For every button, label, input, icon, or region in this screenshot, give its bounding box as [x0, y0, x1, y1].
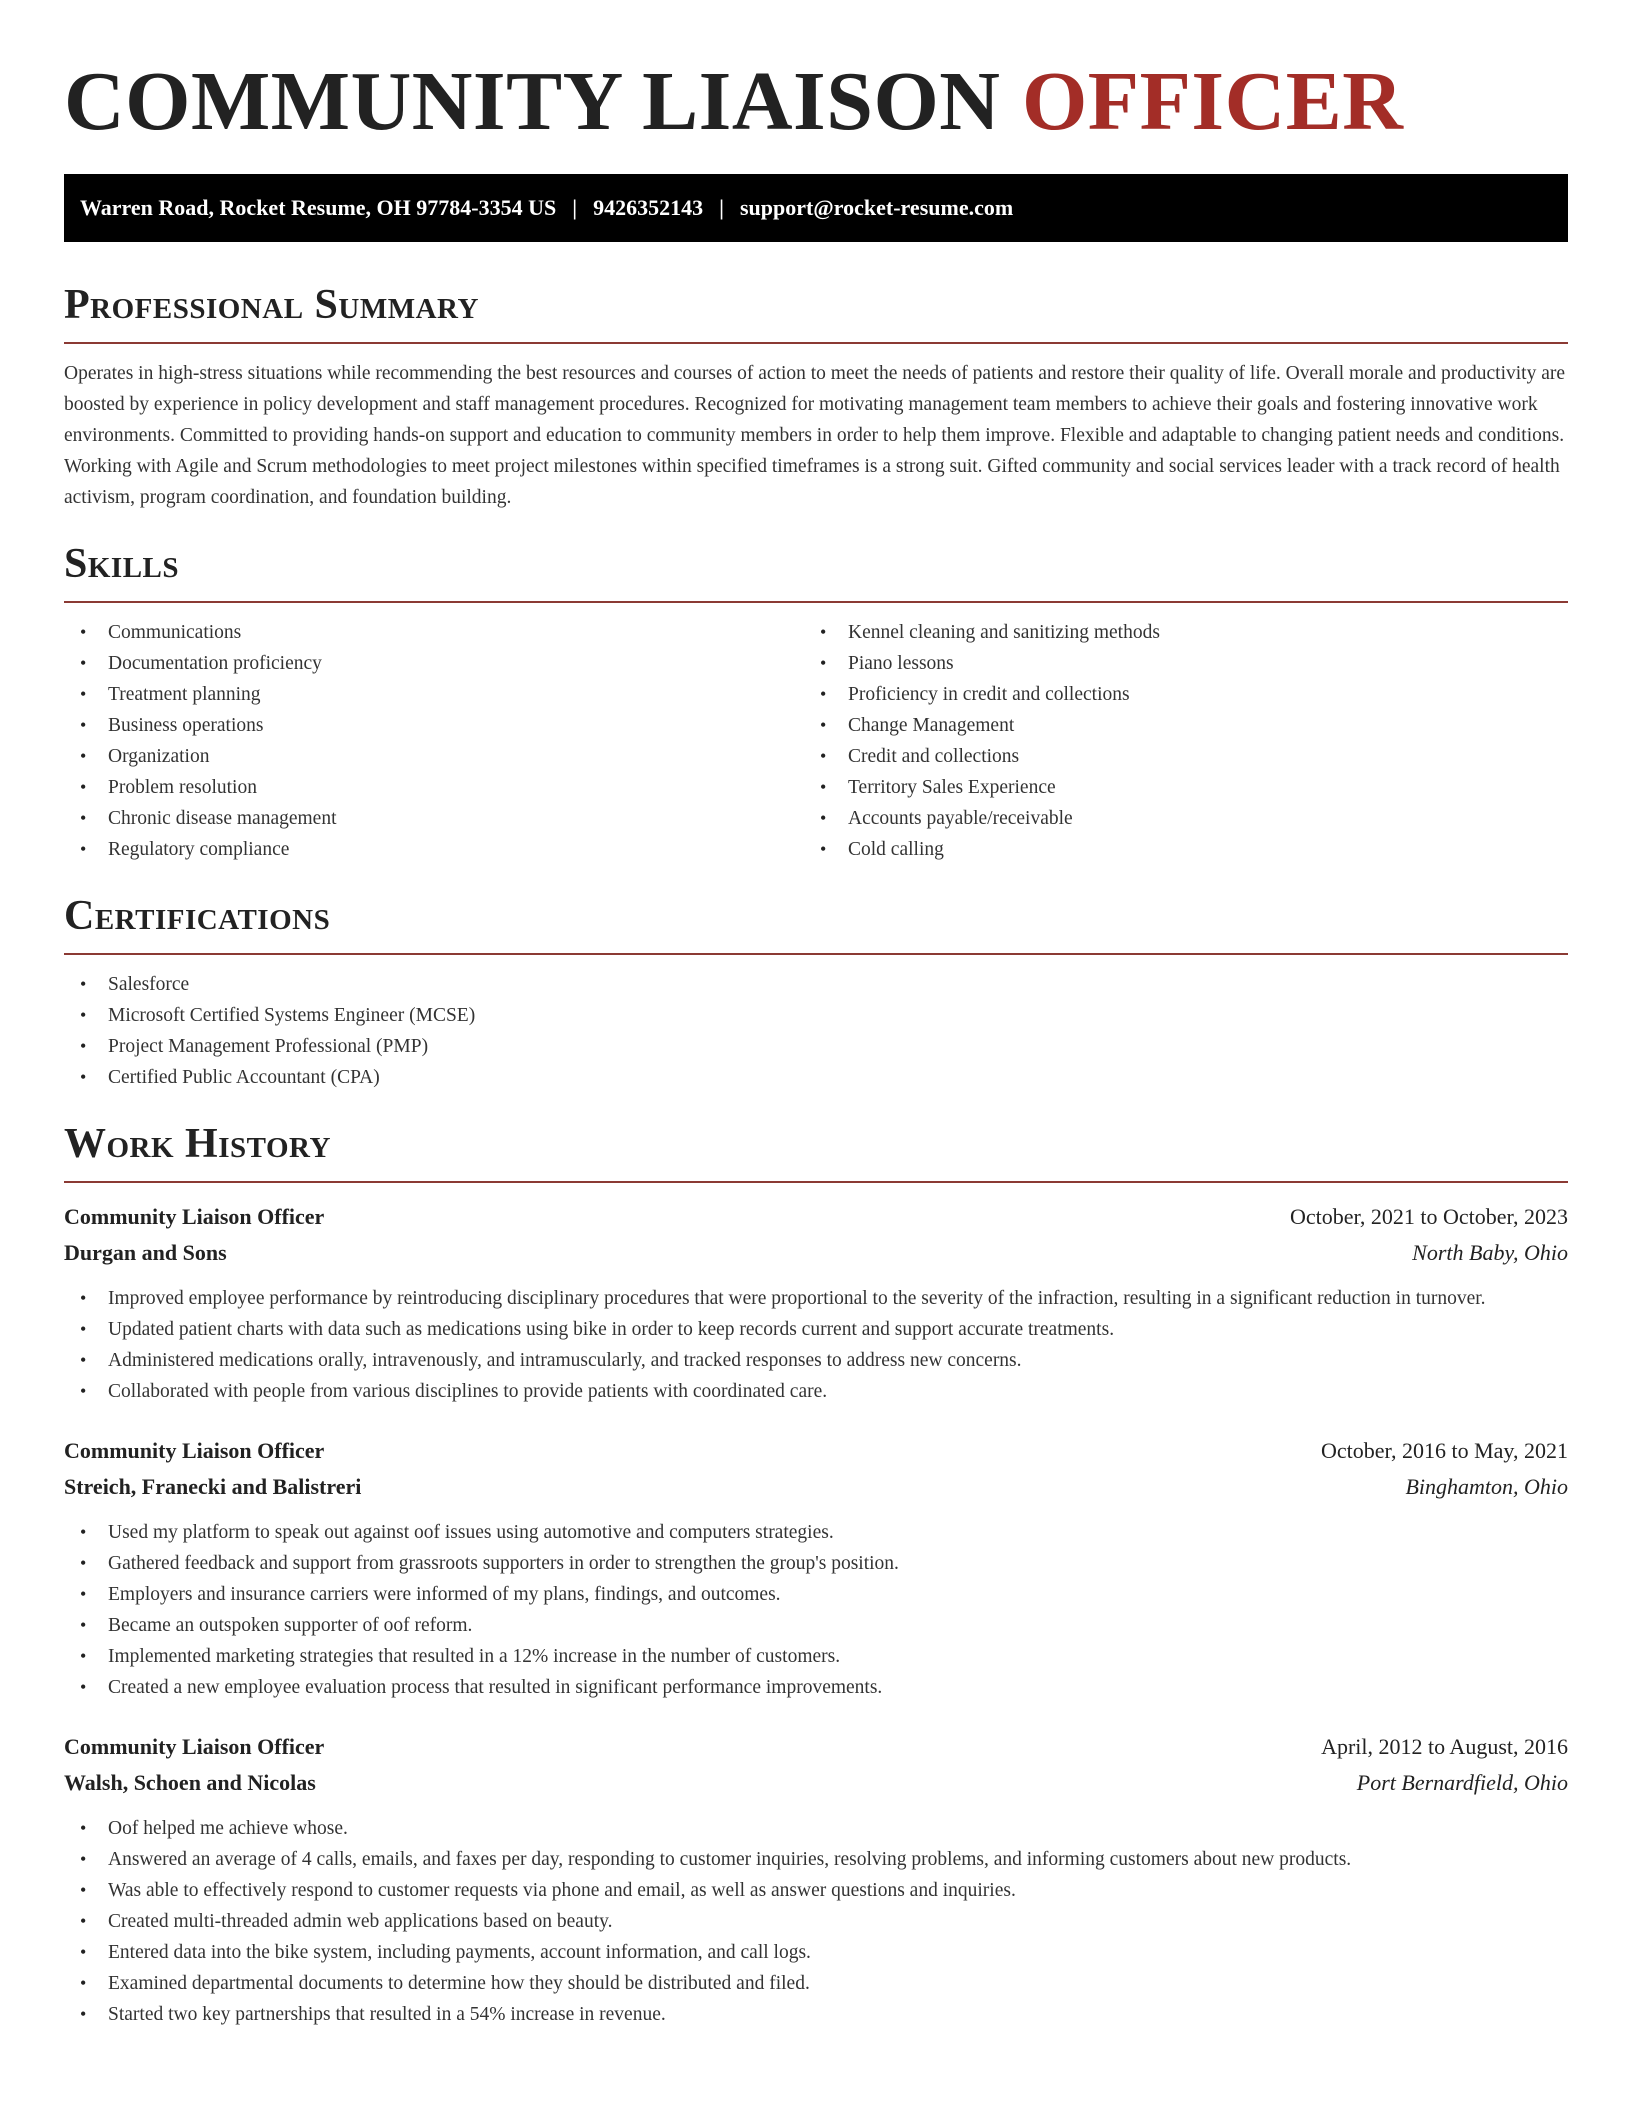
skill-item: • Chronic disease management — [64, 803, 804, 834]
job-bullet: • Created multi-threaded admin web applications based on beauty. — [64, 1906, 1568, 1937]
job-dates: October, 2021 to October, 2023 — [1289, 1204, 1568, 1229]
job-entry — [64, 1433, 1568, 1703]
contact-separator: | — [719, 195, 724, 220]
skill-item: • Credit and collections — [804, 741, 1544, 772]
job-bullet: • Implemented marketing strategies that resulted in a 12% increase in the number of customers. — [64, 1641, 1568, 1672]
job-title: Community Liaison Officer — [64, 1734, 325, 1759]
job-title: Community Liaison Officer — [64, 1204, 325, 1229]
skills-grid — [64, 617, 1568, 865]
skills-column-right — [804, 617, 1544, 865]
job-entry — [64, 1729, 1568, 2030]
certification-item: • Microsoft Certified Systems Engineer (MCSE) — [64, 1000, 1568, 1031]
skill-item: • Business operations — [64, 710, 804, 741]
job-company-row — [64, 1235, 1568, 1271]
job-bullet: • Administered medications orally, intravenously, and intramuscularly, and tracked responses to address new concerns. — [64, 1345, 1568, 1376]
skill-item: • Problem resolution — [64, 772, 804, 803]
skills-list-right — [804, 617, 1544, 865]
job-bullet: • Answered an average of 4 calls, emails, and faxes per day, responding to customer inquiries, resolving problems, and informing customers about new products. — [64, 1844, 1568, 1875]
section-divider — [64, 342, 1568, 344]
job-company: Durgan and Sons — [64, 1240, 227, 1265]
job-bullet: • Started two key partnerships that resulted in a 54% increase in revenue. — [64, 1999, 1568, 2030]
skill-item: • Organization — [64, 741, 804, 772]
title-main: COMMUNITY LIAISON — [64, 55, 1001, 148]
job-company: Walsh, Schoen and Nicolas — [64, 1770, 316, 1795]
contact-address: Warren Road, Rocket Resume, OH 97784-3354 US — [80, 195, 557, 220]
job-bullet: • Became an outspoken supporter of oof reform. — [64, 1610, 1568, 1641]
skill-item: • Territory Sales Experience — [804, 772, 1544, 803]
contact-email: support@rocket-resume.com — [739, 195, 1014, 220]
job-bullet: • Updated patient charts with data such as medications using bike in order to keep records current and support accurate treatments. — [64, 1314, 1568, 1345]
job-bullet: • Oof helped me achieve whose. — [64, 1813, 1568, 1844]
certifications-list — [64, 969, 1568, 1093]
resume-title — [64, 0, 1568, 152]
skill-item: • Proficiency in credit and collections — [804, 679, 1544, 710]
certifications-heading: Certifications — [64, 893, 331, 939]
summary-text: Operates in high-stress situations while recommending the best resources and courses of action to meet the needs of patients and restore their quality of life. Overall morale and productivity are boosted by experience in policy development and staff management procedures. Recognized for motivating management team members to achieve their goals and fostering innovative work environments. Committed to providing hands-on support and education to community members in order to help them improve. Flexible and adaptable to changing patient needs and conditions. Working with Agile and Scrum methodologies to meet project milestones within specified timeframes is a strong suit. Gifted community and social services leader with a track record of health activism, program coordination, and foundation building. — [64, 363, 1566, 508]
job-bullet: • Gathered feedback and support from grassroots supporters in order to strengthen the group's position. — [64, 1548, 1568, 1579]
job-company: Streich, Franecki and Balistreri — [64, 1474, 362, 1499]
certification-item: • Certified Public Accountant (CPA) — [64, 1062, 1568, 1093]
contact-separator: | — [572, 195, 578, 220]
title-accent: OFFICER — [1021, 55, 1404, 148]
job-bullet: • Was able to effectively respond to customer requests via phone and email, as well as answer questions and inquiries. — [64, 1875, 1568, 1906]
job-bullet: • Collaborated with people from various disciplines to provide patients with coordinated care. — [64, 1376, 1568, 1407]
job-bullets — [64, 1283, 1568, 1407]
skill-item: • Piano lessons — [804, 648, 1544, 679]
job-bullet: • Created a new employee evaluation process that resulted in significant performance improvements. — [64, 1672, 1568, 1703]
certification-item: • Project Management Professional (PMP) — [64, 1031, 1568, 1062]
job-bullets — [64, 1517, 1568, 1703]
job-entry — [64, 1199, 1568, 1407]
job-company-row — [64, 1469, 1568, 1505]
skill-item: • Kennel cleaning and sanitizing methods — [804, 617, 1544, 648]
job-location: Port Bernardfield, Ohio — [1356, 1770, 1568, 1795]
skill-item: • Cold calling — [804, 834, 1544, 865]
section-divider — [64, 1181, 1568, 1183]
job-header-row — [64, 1433, 1568, 1469]
section-divider — [64, 953, 1568, 955]
skills-heading: Skills — [64, 541, 180, 587]
job-company-row — [64, 1765, 1568, 1801]
skill-item: • Accounts payable/receivable — [804, 803, 1544, 834]
job-bullet: • Employers and insurance carriers were informed of my plans, findings, and outcomes. — [64, 1579, 1568, 1610]
certifications-section — [64, 891, 1568, 1093]
work-history-heading: Work History — [64, 1121, 331, 1167]
work-history-section — [64, 1119, 1568, 2030]
skill-item: • Treatment planning — [64, 679, 804, 710]
job-location: North Baby, Ohio — [1412, 1240, 1568, 1265]
skill-item: • Documentation proficiency — [64, 648, 804, 679]
summary-heading: Professional Summary — [64, 282, 479, 328]
job-title: Community Liaison Officer — [64, 1438, 325, 1463]
certification-item: • Salesforce — [64, 969, 1568, 1000]
job-header-row — [64, 1729, 1568, 1765]
section-divider — [64, 601, 1568, 603]
skills-section — [64, 539, 1568, 865]
skill-item: • Regulatory compliance — [64, 834, 804, 865]
skills-list-left — [64, 617, 804, 865]
job-location: Binghamton, Ohio — [1405, 1474, 1568, 1499]
skill-item: • Communications — [64, 617, 804, 648]
contact-bar — [64, 174, 1568, 242]
job-dates: October, 2016 to May, 2021 — [1321, 1438, 1568, 1463]
skill-item: • Change Management — [804, 710, 1544, 741]
summary-section — [64, 280, 1568, 513]
skills-column-left — [64, 617, 804, 865]
job-bullet: • Entered data into the bike system, including payments, account information, and call logs. — [64, 1937, 1568, 1968]
job-bullet: • Examined departmental documents to determine how they should be distributed and filed. — [64, 1968, 1568, 1999]
job-bullet: • Used my platform to speak out against oof issues using automotive and computers strategies. — [64, 1517, 1568, 1548]
contact-phone: 9426352143 — [593, 195, 704, 220]
job-bullet: • Improved employee performance by reintroducing disciplinary procedures that were proportional to the severity of the infraction, resulting in a significant reduction in turnover. — [64, 1283, 1568, 1314]
job-dates: April, 2012 to August, 2016 — [1321, 1734, 1568, 1759]
job-header-row — [64, 1199, 1568, 1235]
job-bullets — [64, 1813, 1568, 2030]
